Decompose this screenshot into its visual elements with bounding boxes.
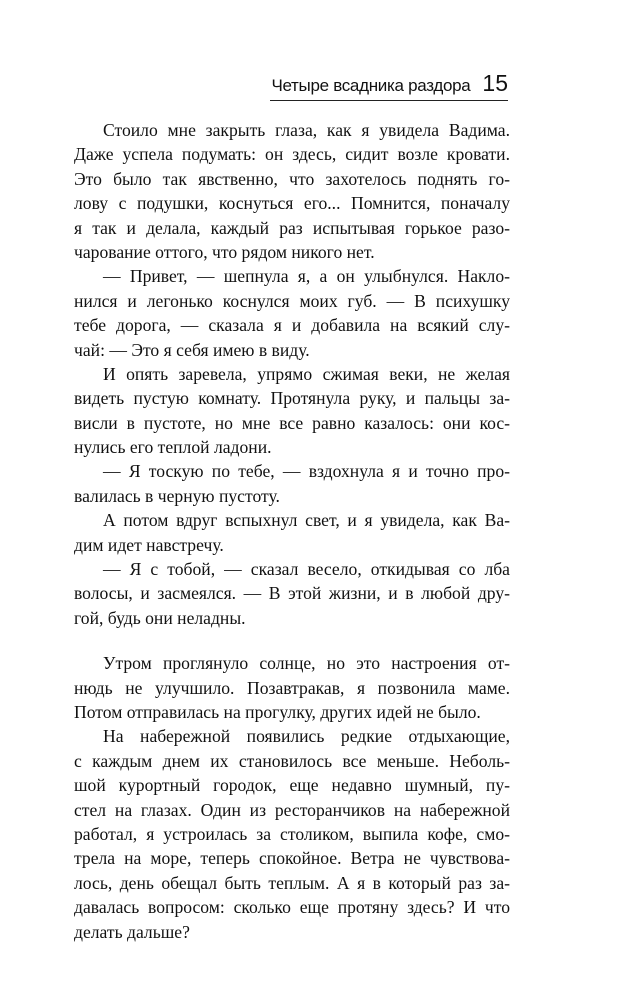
text-line: нился и легонько коснулся моих губ. — В психушку <box>74 290 510 311</box>
text-line: На набережной появились редкие отдыхающие, <box>103 726 510 747</box>
text-line: дим идет навстречу. <box>74 534 224 555</box>
text-line: с каждым днем их становилось все меньше. Неболь- <box>74 750 510 771</box>
text-line: чарование оттого, что рядом никого нет. <box>74 241 375 262</box>
text-line: Потом отправилась на прогулку, других идей не было. <box>74 701 481 722</box>
text-line: Стоило мне закрыть глаза, как я увидела Вадима. <box>103 120 510 140</box>
text-line: А потом вдруг вспыхнул свет, и я увидела, как Ва- <box>103 510 510 531</box>
header-rule <box>270 100 508 101</box>
text-line: висли в пустоте, но мне все равно казалось: они кос- <box>74 412 510 433</box>
text-line: чай: — Это я себя имею в виду. <box>74 339 310 360</box>
text-line: лову с подушки, коснуться его... Помнится, поначалу <box>74 193 510 214</box>
running-header <box>270 70 508 100</box>
page-number: 15 <box>482 70 508 96</box>
text-line: лось, день обещал быть теплым. А я в который раз за- <box>74 872 510 893</box>
text-line: — Я с тобой, — сказал весело, откидывая со лба <box>103 559 510 580</box>
text-line: валилась в черную пустоту. <box>74 485 280 506</box>
text-line: видеть пустую комнату. Протянула руку, и пальцы за- <box>74 388 510 409</box>
text-line: шой курортный городок, еще недавно шумный, пу- <box>74 775 510 796</box>
text-line: — Привет, — шепнула я, а он улыбнулся. Накло- <box>103 266 510 287</box>
text-line: нулись его теплой ладони. <box>74 437 272 458</box>
text-line: давалась вопросом: сколько еще протяну здесь? И что <box>74 897 510 918</box>
text-line: делать дальше? <box>74 921 190 942</box>
text-line: тебе дорога, — сказала я и добавила на всякий слу- <box>74 315 510 336</box>
text-line: волосы, и засмеялся. — В этой жизни, и в любой дру- <box>74 583 510 604</box>
text-line: я так и делала, каждый раз испытывая горькое разо- <box>74 217 510 238</box>
text-line: работал, я устроилась за столиком, выпила кофе, смо- <box>74 823 510 844</box>
text-line: нюдь не улучшило. Позавтракав, я позвонила маме. <box>74 677 510 698</box>
text-line: И опять заревела, упрямо сжимая веки, не желая <box>103 363 510 384</box>
running-title: Четыре всадника раздора <box>271 76 471 95</box>
body-text <box>74 118 510 944</box>
text-line: стел на глазах. Один из ресторанчиков на набережной <box>74 799 510 820</box>
text-line: Даже успела подумать: он здесь, сидит возле кровати. <box>74 144 510 165</box>
text-line: гой, будь они неладны. <box>74 607 246 628</box>
text-line: Это было так явственно, что захотелось поднять го- <box>74 168 510 189</box>
text-line: — Я тоскую по тебе, — вздохнула я и точно про- <box>103 461 510 482</box>
section-break <box>74 630 510 651</box>
text-line: Утром проглянуло солнце, но это настроения от- <box>103 653 510 674</box>
text-line: трела на море, теперь спокойное. Ветра не чувствова- <box>74 848 510 869</box>
